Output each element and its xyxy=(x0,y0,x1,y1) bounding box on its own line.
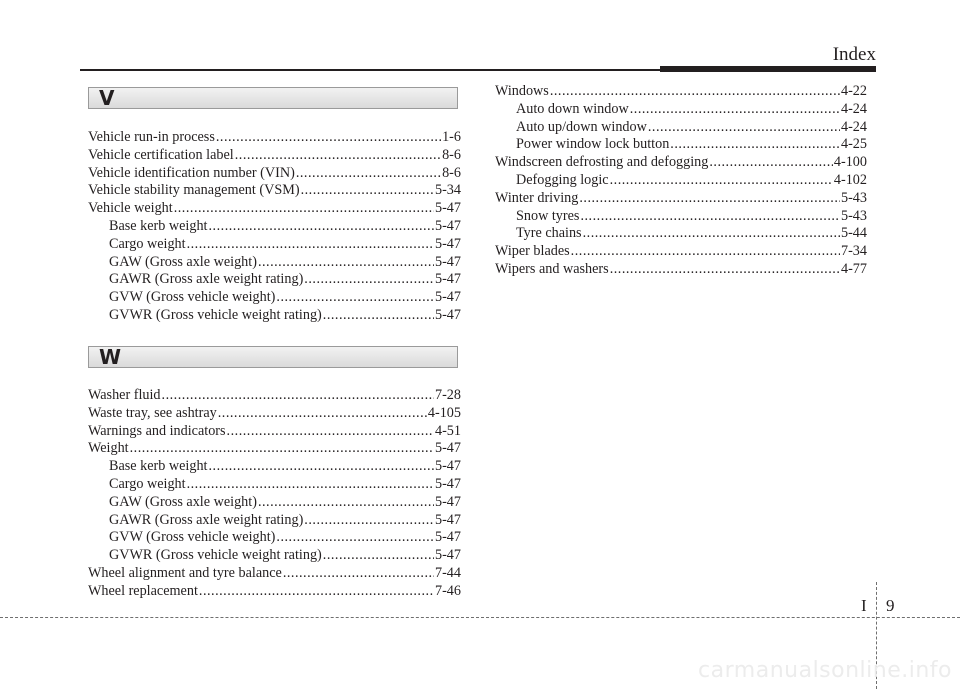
section-header-w xyxy=(88,346,458,368)
index-list-w xyxy=(88,387,461,601)
index-term: Waste tray, see ashtray xyxy=(88,404,217,421)
dot-leader xyxy=(209,218,434,236)
dot-leader xyxy=(583,225,840,243)
footer-crop-line xyxy=(0,617,960,618)
dot-leader xyxy=(304,271,434,289)
index-subentry[interactable] xyxy=(88,476,461,494)
index-term: GAWR (Gross axle weight rating) xyxy=(109,511,304,528)
index-entry[interactable] xyxy=(495,190,867,208)
index-term: GAW (Gross axle weight) xyxy=(109,253,257,270)
dot-leader xyxy=(174,200,434,218)
index-subentry[interactable] xyxy=(495,101,867,119)
dot-leader xyxy=(580,208,840,226)
page-ref: 4-25 xyxy=(840,136,867,153)
index-subentry[interactable] xyxy=(88,271,461,289)
index-term: Defogging logic xyxy=(516,171,609,188)
index-entry[interactable] xyxy=(88,147,461,165)
dot-leader xyxy=(216,129,441,147)
index-term: Vehicle run-in process xyxy=(88,129,215,145)
index-term: GAWR (Gross axle weight rating) xyxy=(109,271,304,288)
dot-leader xyxy=(276,289,434,307)
index-entry[interactable] xyxy=(495,83,867,101)
dot-leader xyxy=(648,119,840,137)
index-entry[interactable] xyxy=(495,154,867,172)
index-list-v xyxy=(88,129,461,325)
dot-leader xyxy=(550,83,840,101)
page-ref: 5-47 xyxy=(434,493,461,510)
index-entry[interactable] xyxy=(88,583,461,601)
section-letter-v: V xyxy=(99,86,115,110)
dot-leader xyxy=(323,307,434,325)
page-ref: 5-47 xyxy=(434,235,461,252)
index-term: Warnings and indicators xyxy=(88,422,226,439)
index-term: GVWR (Gross vehicle weight rating) xyxy=(109,306,322,323)
page-number: 9 xyxy=(886,596,895,615)
index-term: Auto up/down window xyxy=(516,118,647,135)
index-list-w-continued xyxy=(495,83,867,279)
index-term: Auto down window xyxy=(516,100,629,117)
index-entry[interactable] xyxy=(88,165,461,183)
dot-leader xyxy=(187,236,434,254)
index-entry[interactable] xyxy=(495,261,867,279)
index-subentry[interactable] xyxy=(88,307,461,325)
index-term: Tyre chains xyxy=(516,225,582,242)
index-subentry[interactable] xyxy=(88,236,461,254)
dot-leader xyxy=(670,136,840,154)
page-title: Index xyxy=(832,44,876,65)
index-term: GVWR (Gross vehicle weight rating) xyxy=(109,547,322,564)
index-term: Winter driving xyxy=(495,189,579,206)
index-entry[interactable] xyxy=(88,440,461,458)
page-ref: 5-44 xyxy=(840,225,867,242)
index-subentry[interactable] xyxy=(88,218,461,236)
index-term: Cargo weight xyxy=(109,475,186,492)
page-ref: 5-47 xyxy=(434,529,461,546)
index-entry[interactable] xyxy=(88,129,461,147)
dot-leader xyxy=(296,165,441,183)
page-ref: 5-47 xyxy=(434,253,461,270)
index-subentry[interactable] xyxy=(88,512,461,530)
dot-leader xyxy=(187,476,434,494)
page-ref: 5-43 xyxy=(840,207,867,224)
page-ref: 5-47 xyxy=(434,306,461,323)
index-subentry[interactable] xyxy=(88,547,461,565)
index-term: Vehicle identification number (VIN) xyxy=(88,164,295,181)
index-term: GVW (Gross vehicle weight) xyxy=(109,529,276,546)
dot-leader xyxy=(162,387,434,405)
index-term: Windows xyxy=(495,83,549,99)
dot-leader xyxy=(323,547,434,565)
page-ref: 4-102 xyxy=(833,171,867,188)
page-ref: 5-47 xyxy=(434,289,461,306)
page-ref: 7-44 xyxy=(434,564,461,581)
index-term: Washer fluid xyxy=(88,387,161,403)
page-ref: 5-47 xyxy=(434,271,461,288)
page-ref: 7-46 xyxy=(434,582,461,599)
dot-leader xyxy=(630,101,840,119)
index-term: Vehicle weight xyxy=(88,200,173,217)
page-ref: 4-24 xyxy=(840,100,867,117)
dot-leader xyxy=(199,583,434,601)
index-term: Vehicle stability management (VSM) xyxy=(88,182,300,199)
dot-leader xyxy=(130,440,434,458)
index-subentry[interactable] xyxy=(495,225,867,243)
dot-leader xyxy=(209,458,434,476)
watermark: carmanualsonline.info xyxy=(698,658,952,683)
dot-leader xyxy=(258,494,434,512)
index-term: Snow tyres xyxy=(516,207,580,224)
index-entry[interactable] xyxy=(88,405,461,423)
page-ref: 4-51 xyxy=(434,422,461,439)
page-ref: 5-47 xyxy=(434,217,461,234)
page-ref: 5-47 xyxy=(434,440,461,457)
page-ref: 8-6 xyxy=(442,164,461,181)
index-entry[interactable] xyxy=(88,423,461,441)
dot-leader xyxy=(571,243,840,261)
index-subentry[interactable] xyxy=(88,494,461,512)
index-term: Wipers and washers xyxy=(495,260,609,277)
page-ref: 4-24 xyxy=(840,118,867,135)
index-subentry[interactable] xyxy=(88,458,461,476)
dot-leader xyxy=(579,190,840,208)
index-term: Weight xyxy=(88,440,129,457)
dot-leader xyxy=(304,512,434,530)
index-term: Base kerb weight xyxy=(109,217,208,234)
index-entry[interactable] xyxy=(88,200,461,218)
footer-section-label: I xyxy=(861,596,867,615)
page-ref: 7-28 xyxy=(434,387,461,403)
page-ref: 7-34 xyxy=(840,243,867,260)
dot-leader xyxy=(276,529,434,547)
index-term: Power window lock button xyxy=(516,136,670,153)
index-subentry[interactable] xyxy=(88,289,461,307)
dot-leader xyxy=(258,254,434,272)
dot-leader xyxy=(235,147,441,165)
page-ref: 1-6 xyxy=(442,129,461,145)
page-ref: 4-105 xyxy=(427,404,461,421)
page-ref: 5-47 xyxy=(434,458,461,475)
dot-leader xyxy=(218,405,427,423)
index-term: Cargo weight xyxy=(109,235,186,252)
index-term: Wiper blades xyxy=(495,243,570,260)
page-ref: 8-6 xyxy=(442,146,461,163)
dot-leader xyxy=(709,154,833,172)
dot-leader xyxy=(610,172,833,190)
index-term: Wheel replacement xyxy=(88,582,198,599)
index-entry[interactable] xyxy=(88,565,461,583)
index-term: Base kerb weight xyxy=(109,458,208,475)
index-entry[interactable] xyxy=(495,243,867,261)
index-subentry[interactable] xyxy=(495,208,867,226)
dot-leader xyxy=(301,182,434,200)
index-subentry[interactable] xyxy=(88,254,461,272)
index-term: Wheel alignment and tyre balance xyxy=(88,564,282,581)
header-rule-accent xyxy=(660,66,876,72)
page-ref: 5-47 xyxy=(434,511,461,528)
page-ref: 5-47 xyxy=(434,475,461,492)
page-ref: 5-43 xyxy=(840,189,867,206)
dot-leader xyxy=(610,261,840,279)
index-entry[interactable] xyxy=(88,387,461,405)
page-ref: 5-34 xyxy=(434,182,461,199)
index-subentry[interactable] xyxy=(495,119,867,137)
index-term: GAW (Gross axle weight) xyxy=(109,493,257,510)
page-ref: 5-47 xyxy=(434,547,461,564)
index-term: Vehicle certification label xyxy=(88,146,234,163)
section-header-v xyxy=(88,87,458,109)
page-ref: 4-100 xyxy=(833,154,867,171)
section-letter-w: W xyxy=(99,345,122,369)
index-term: Windscreen defrosting and defogging xyxy=(495,154,709,171)
index-entry[interactable] xyxy=(88,182,461,200)
dot-leader xyxy=(227,423,434,441)
index-subentry[interactable] xyxy=(88,529,461,547)
page-ref: 4-22 xyxy=(840,83,867,99)
page-ref: 4-77 xyxy=(840,260,867,277)
index-term: GVW (Gross vehicle weight) xyxy=(109,289,276,306)
index-subentry[interactable] xyxy=(495,136,867,154)
dot-leader xyxy=(283,565,434,583)
page-ref: 5-47 xyxy=(434,200,461,217)
index-subentry[interactable] xyxy=(495,172,867,190)
